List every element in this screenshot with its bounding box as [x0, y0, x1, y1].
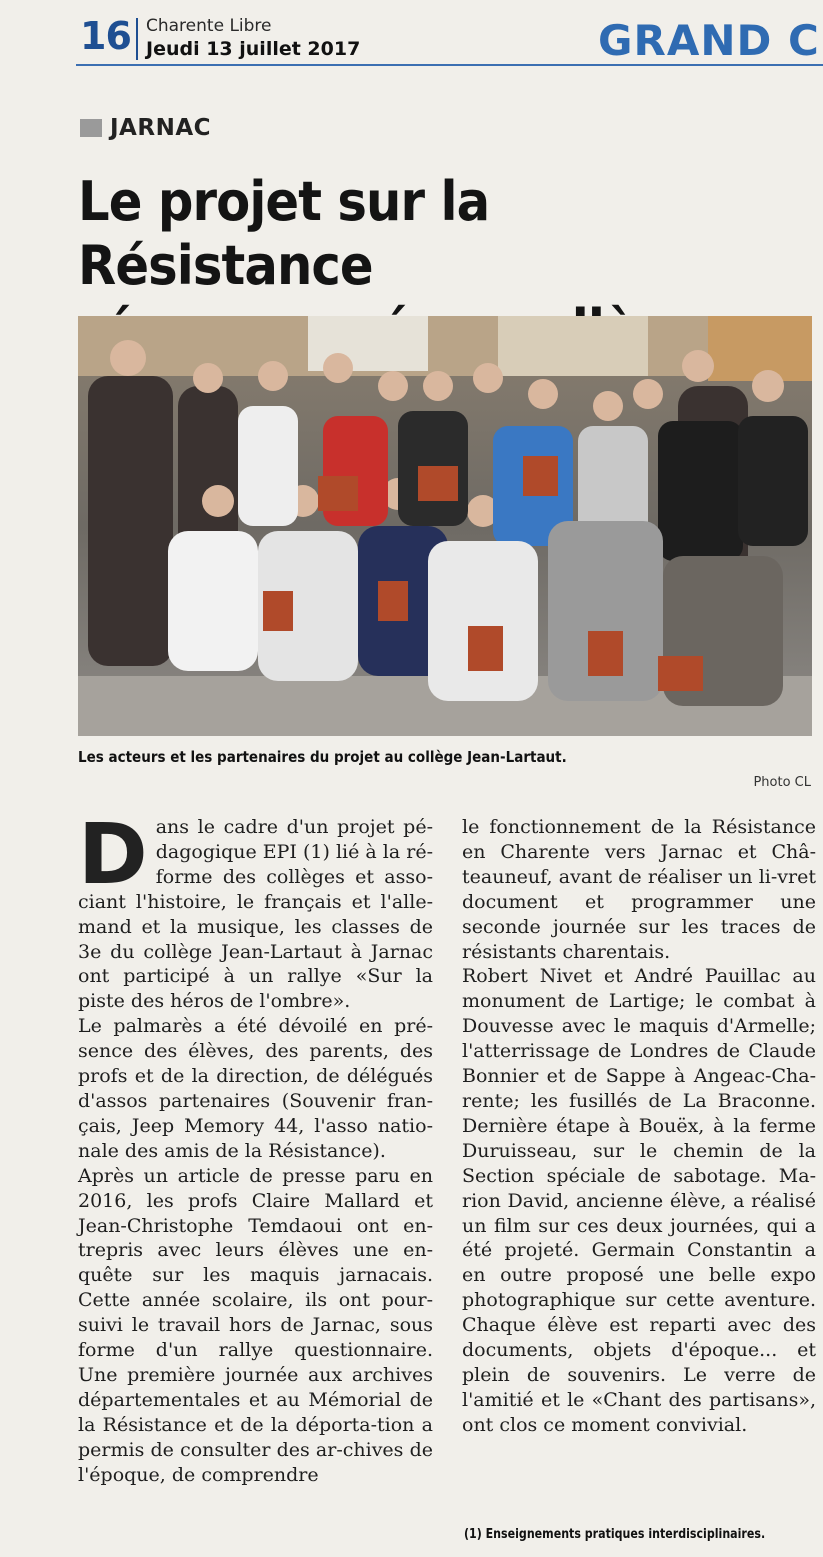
kicker-label: JARNAC [110, 115, 211, 141]
photo-credit: Photo CL [753, 775, 811, 790]
article-column-2 [462, 815, 816, 1438]
drop-cap: D [78, 805, 148, 903]
masthead [76, 8, 823, 66]
paragraph-1: ans le cadre d'un projet pé-dagogique EPI (1) lié à la ré-forme des collèges et asso-ciant l'histoire, le français et l'alle-mand et la musique, les classes de 3e du collège Jean-Lartaut à Jarnac ont participé à un rallye «Sur la piste des héros de l'ombre». [78, 816, 433, 1013]
group-photo [78, 316, 812, 736]
paragraph-4: le fonctionnement de la Résistance en Charente vers Jarnac et Châ-teauneuf, avant de réaliser un li-vret document et programmer une seconde journée sur les traces de résistants charentais. [462, 816, 816, 963]
article-column-1 [78, 805, 433, 1487]
newspaper-name: Charente Libre [146, 16, 272, 36]
footnote: (1) Enseignements pratiques interdisciplinaires. [464, 1527, 766, 1542]
page-number: 16 [80, 14, 131, 58]
issue-date: Jeudi 13 juillet 2017 [146, 38, 361, 60]
paragraph-5: Robert Nivet et André Pauillac au monument de Lartige; le combat à Douvesse avec le maquis d'Armelle; l'atterrissage de Londres de Claude Bonnier et de Sappe à Angeac-Cha-rente; les fusillés de La Braconne. Dernière étape à Bouëx, à la ferme Duruisseau, sur le chemin de la Section spéciale de sabotage. Ma-rion David, ancienne élève, a réalisé un film sur ces deux journées, qui a été projeté. Germain Constantin a en outre proposé une belle expo photographique sur cette aventure. Chaque élève est reparti avec des documents, objets d'époque... et plein de souvenirs. Le verre de l'amitié et le «Chant des partisans», ont clos ce moment convivial. [462, 965, 816, 1436]
masthead-divider [136, 18, 138, 60]
headline-line-1: Le projet sur la Résistance [78, 170, 490, 297]
kicker-square-icon [80, 119, 102, 137]
paragraph-3: Après un article de presse paru en 2016, les profs Claire Mallard et Jean-Christophe Temdaoui ont en-trepris avec leurs élèves une en-quête sur les maquis jarnacais. Cette année scolaire, ils ont pour-suivi le travail hors de Jarnac, sous forme d'un rallye questionnaire. Une première journée aux archives départementales et au Mémorial de la Résistance et de la déporta-tion a permis de consulter des ar-chives de l'époque, de comprendre [78, 1164, 433, 1486]
section-heading: GRAND C [598, 16, 820, 65]
photo-caption: Les acteurs et les partenaires du projet au collège Jean-Lartaut. [78, 748, 567, 766]
article-kicker [80, 115, 211, 141]
paragraph-2: Le palmarès a été dévoilé en pré-sence des élèves, des parents, des profs et de la direction, de délégués d'assos partenaires (Souvenir fran-çais, Jeep Memory 44, l'asso natio-nale des amis de la Résistance). [78, 1015, 433, 1162]
group-photo-illustration [78, 316, 812, 736]
